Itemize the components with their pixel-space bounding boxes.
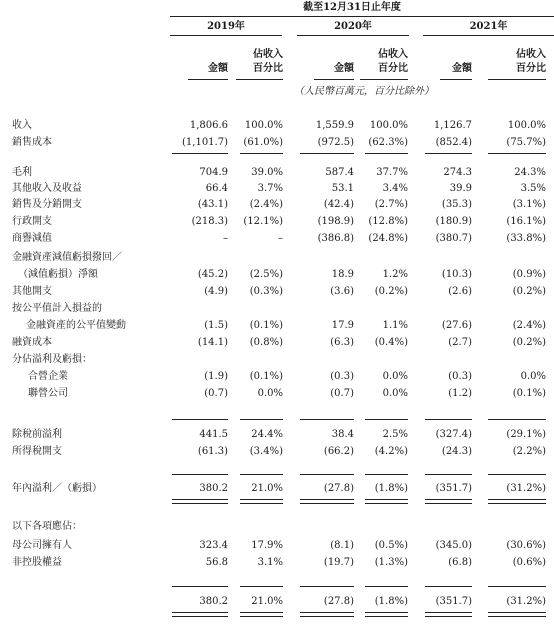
subtotal-rule xyxy=(488,474,546,475)
amount-cell: 53.1 xyxy=(331,183,354,194)
row-label: 按公平值計入損益的 xyxy=(12,303,102,314)
amount-cell: (1.9) xyxy=(204,371,228,382)
amount-cell: (61.3) xyxy=(197,446,228,457)
amount-cell: 66.4 xyxy=(205,183,228,194)
title-underline xyxy=(170,16,554,17)
percent-cell: (2.4%) xyxy=(249,199,283,210)
amount-cell: (66.2) xyxy=(323,446,354,457)
percent-cell: (0.6%) xyxy=(512,557,546,568)
percent-cell: 1.1% xyxy=(382,320,408,331)
percent-cell: 100.0% xyxy=(244,120,283,131)
subtotal-rule xyxy=(425,419,472,420)
percent-cell: (0.1%) xyxy=(249,371,283,382)
total-double-rule xyxy=(300,499,354,504)
amount-cell: 39.9 xyxy=(449,183,472,194)
total-double-rule xyxy=(240,499,283,504)
percent-cell: (31.2%) xyxy=(506,483,546,494)
amount-cell: 18.9 xyxy=(331,269,354,280)
subtotal-rule xyxy=(240,153,283,154)
percent-cell: 0.0% xyxy=(257,388,283,399)
amount-cell: 1,559.9 xyxy=(315,120,354,131)
col-header-pct-line1: 佔收入 xyxy=(378,49,408,60)
row-label: 商譽減值 xyxy=(12,233,52,244)
percent-cell: (0.1%) xyxy=(249,320,283,331)
amount-cell: 380.2 xyxy=(199,483,228,494)
amount-cell: 441.5 xyxy=(199,429,228,440)
col-header-underline xyxy=(188,79,228,80)
percent-cell: (2.7%) xyxy=(374,199,408,210)
amount-cell: (8.1) xyxy=(330,540,354,551)
col-header-pct-line2: 百分比 xyxy=(516,63,546,74)
year-header-2020: 2020年 xyxy=(334,21,372,32)
row-label: （減值虧損）淨額 xyxy=(18,269,98,280)
subtotal-rule xyxy=(240,474,283,475)
percent-cell: 21.0% xyxy=(251,483,283,494)
col-header-underline xyxy=(440,79,472,80)
amount-cell: 1,126.7 xyxy=(433,120,472,131)
total-double-rule xyxy=(365,499,408,504)
percent-cell: (24.8%) xyxy=(368,233,408,244)
year-underline-2020 xyxy=(297,35,409,36)
amount-cell: (27.6) xyxy=(441,320,472,331)
amount-cell: (19.7) xyxy=(323,557,354,568)
amount-cell: (45.2) xyxy=(197,269,228,280)
amount-cell: (1.5) xyxy=(204,320,228,331)
col-header-pct-line1: 佔收入 xyxy=(253,49,283,60)
amount-cell: (2.7) xyxy=(448,337,472,348)
subtotal-rule xyxy=(365,153,408,154)
row-label: 所得稅開支 xyxy=(12,446,62,457)
amount-cell: (2.6) xyxy=(448,286,472,297)
row-label: 非控股權益 xyxy=(12,557,62,568)
subtotal-rule xyxy=(172,153,228,154)
amount-cell: (0.3) xyxy=(448,371,472,382)
total-double-rule xyxy=(425,499,472,504)
percent-cell: (16.1%) xyxy=(506,216,546,227)
amount-cell: 323.4 xyxy=(199,540,228,551)
percent-cell: (61.0%) xyxy=(243,137,283,148)
percent-cell: (1.3%) xyxy=(374,557,408,568)
percent-cell: (2.4%) xyxy=(512,320,546,331)
row-label: 母公司擁有人 xyxy=(12,540,72,551)
amount-cell: (852.4) xyxy=(435,137,472,148)
percent-cell: (4.2%) xyxy=(374,446,408,457)
percent-cell: (1.8%) xyxy=(374,596,408,607)
percent-cell: – xyxy=(278,233,283,244)
row-label: 分佔溢利及虧損： xyxy=(12,354,92,365)
amount-cell: (10.3) xyxy=(441,269,472,280)
row-label: 銷售成本 xyxy=(12,137,52,148)
col-header-amount: 金額 xyxy=(334,63,354,74)
subtotal-rule xyxy=(425,586,472,587)
subtotal-rule xyxy=(172,419,228,420)
percent-cell: 39.0% xyxy=(251,167,283,178)
percent-cell: (12.8%) xyxy=(368,216,408,227)
percent-cell: 21.0% xyxy=(251,596,283,607)
total-double-rule xyxy=(488,499,546,504)
amount-cell: (43.1) xyxy=(197,199,228,210)
row-label: 銷售及分銷開支 xyxy=(12,199,82,210)
subtotal-rule xyxy=(425,153,472,154)
total-double-rule xyxy=(488,612,546,617)
amount-cell: (351.7) xyxy=(435,483,472,494)
col-header-pct-line2: 百分比 xyxy=(378,63,408,74)
percent-cell: 100.0% xyxy=(369,120,408,131)
amount-cell: (386.8) xyxy=(317,233,354,244)
amount-cell: (345.0) xyxy=(435,540,472,551)
subtotal-rule xyxy=(300,586,354,587)
amount-cell: (14.1) xyxy=(197,337,228,348)
total-double-rule xyxy=(172,612,228,617)
percent-cell: 2.5% xyxy=(382,429,408,440)
col-header-underline xyxy=(488,79,546,80)
amount-cell: 380.2 xyxy=(199,596,228,607)
row-label: 合營企業 xyxy=(28,371,68,382)
amount-cell: (1.2) xyxy=(448,388,472,399)
amount-cell: – xyxy=(223,233,228,244)
row-label: 行政開支 xyxy=(12,216,52,227)
subtotal-rule xyxy=(240,419,283,420)
col-header-pct-line1: 佔收入 xyxy=(516,49,546,60)
percent-cell: (0.2%) xyxy=(512,286,546,297)
subtotal-rule xyxy=(365,474,408,475)
col-header-underline xyxy=(236,79,283,80)
amount-cell: (3.6) xyxy=(330,286,354,297)
percent-cell: (31.2%) xyxy=(506,596,546,607)
amount-cell: (1,101.7) xyxy=(182,137,228,148)
percent-cell: (3.4%) xyxy=(249,446,283,457)
percent-cell: 17.9% xyxy=(251,540,283,551)
percent-cell: (0.5%) xyxy=(374,540,408,551)
subtotal-rule xyxy=(425,474,472,475)
subtotal-rule xyxy=(172,474,228,475)
amount-cell: (351.7) xyxy=(435,596,472,607)
row-label: 金融資產的公平值變動 xyxy=(26,320,126,331)
percent-cell: 24.3% xyxy=(514,167,546,178)
subtotal-rule xyxy=(300,419,354,420)
amount-cell: 1,806.6 xyxy=(189,120,228,131)
percent-cell: 3.7% xyxy=(257,183,283,194)
amount-cell: (6.8) xyxy=(448,557,472,568)
total-double-rule xyxy=(172,499,228,504)
percent-cell: (2.5%) xyxy=(249,269,283,280)
percent-cell: (62.3%) xyxy=(368,137,408,148)
col-header-amount: 金額 xyxy=(452,63,472,74)
subtotal-rule xyxy=(300,153,354,154)
year-underline-2019 xyxy=(170,35,282,36)
amount-cell: (35.3) xyxy=(441,199,472,210)
amount-cell: (24.3) xyxy=(441,446,472,457)
percent-cell: (29.1%) xyxy=(506,429,546,440)
total-double-rule xyxy=(425,612,472,617)
total-double-rule xyxy=(240,612,283,617)
percent-cell: 3.4% xyxy=(382,183,408,194)
col-header-pct-line2: 百分比 xyxy=(253,63,283,74)
unit-note: （人民幣百萬元，百分比除外） xyxy=(294,86,434,97)
row-label: 其他收入及收益 xyxy=(12,183,82,194)
amount-cell: (380.7) xyxy=(435,233,472,244)
percent-cell: 3.1% xyxy=(257,557,283,568)
col-header-underline xyxy=(360,79,408,80)
percent-cell: 24.4% xyxy=(251,429,283,440)
amount-cell: (327.4) xyxy=(435,429,472,440)
percent-cell: (12.1%) xyxy=(243,216,283,227)
percent-cell: (0.4%) xyxy=(374,337,408,348)
amount-cell: (42.4) xyxy=(323,199,354,210)
row-label: 融資成本 xyxy=(12,337,52,348)
percent-cell: (0.2%) xyxy=(512,337,546,348)
amount-cell: (27.8) xyxy=(323,483,354,494)
amount-cell: (0.3) xyxy=(330,371,354,382)
amount-cell: (180.9) xyxy=(435,216,472,227)
amount-cell: (27.8) xyxy=(323,596,354,607)
percent-cell: (0.9%) xyxy=(512,269,546,280)
percent-cell: (30.6%) xyxy=(506,540,546,551)
subtotal-rule xyxy=(488,419,546,420)
row-label: 其他開支 xyxy=(12,286,52,297)
percent-cell: 0.0% xyxy=(520,371,546,382)
amount-cell: (0.7) xyxy=(204,388,228,399)
total-double-rule xyxy=(300,612,354,617)
percent-cell: (0.8%) xyxy=(249,337,283,348)
percent-cell: (3.1%) xyxy=(512,199,546,210)
row-label: 毛利 xyxy=(12,167,32,178)
subtotal-rule xyxy=(240,586,283,587)
subtotal-rule xyxy=(488,153,546,154)
amount-cell: (218.3) xyxy=(191,216,228,227)
col-header-amount: 金額 xyxy=(208,63,228,74)
total-double-rule xyxy=(365,612,408,617)
percent-cell: (0.2%) xyxy=(374,286,408,297)
amount-cell: 17.9 xyxy=(331,320,354,331)
percent-cell: 1.2% xyxy=(382,269,408,280)
percent-cell: (2.2%) xyxy=(512,446,546,457)
percent-cell: 37.7% xyxy=(376,167,408,178)
year-header-2019: 2019年 xyxy=(207,21,245,32)
percent-cell: 100.0% xyxy=(507,120,546,131)
percent-cell: (0.1%) xyxy=(512,388,546,399)
percent-cell: (33.8%) xyxy=(506,233,546,244)
amount-cell: (6.3) xyxy=(330,337,354,348)
amount-cell: (198.9) xyxy=(317,216,354,227)
row-label: 以下各項應佔： xyxy=(12,521,82,532)
amount-cell: 704.9 xyxy=(199,167,228,178)
percent-cell: (1.8%) xyxy=(374,483,408,494)
subtotal-rule xyxy=(365,586,408,587)
amount-cell: 587.4 xyxy=(325,167,354,178)
percent-cell: 0.0% xyxy=(382,388,408,399)
percent-cell: 3.5% xyxy=(520,183,546,194)
subtotal-rule xyxy=(300,474,354,475)
row-label: 金融資產減值虧損撥回／ xyxy=(12,252,122,263)
amount-cell: 274.3 xyxy=(443,167,472,178)
percent-cell: 0.0% xyxy=(382,371,408,382)
row-label: 聯營公司 xyxy=(28,388,68,399)
row-label: 收入 xyxy=(12,120,32,131)
subtotal-rule xyxy=(172,586,228,587)
subtotal-rule xyxy=(365,419,408,420)
table-title: 截至12月31日止年度 xyxy=(303,2,401,13)
year-underline-2021 xyxy=(423,35,554,36)
year-header-2021: 2021年 xyxy=(469,21,508,32)
amount-cell: 56.8 xyxy=(205,557,228,568)
amount-cell: (972.5) xyxy=(317,137,354,148)
col-header-underline xyxy=(314,79,354,80)
row-label: 年內溢利／（虧損） xyxy=(12,483,102,494)
amount-cell: (0.7) xyxy=(330,388,354,399)
percent-cell: (0.3%) xyxy=(249,286,283,297)
amount-cell: (4.9) xyxy=(204,286,228,297)
subtotal-rule xyxy=(488,586,546,587)
amount-cell: 38.4 xyxy=(331,429,354,440)
percent-cell: (75.7%) xyxy=(506,137,546,148)
row-label: 除稅前溢利 xyxy=(12,429,62,440)
